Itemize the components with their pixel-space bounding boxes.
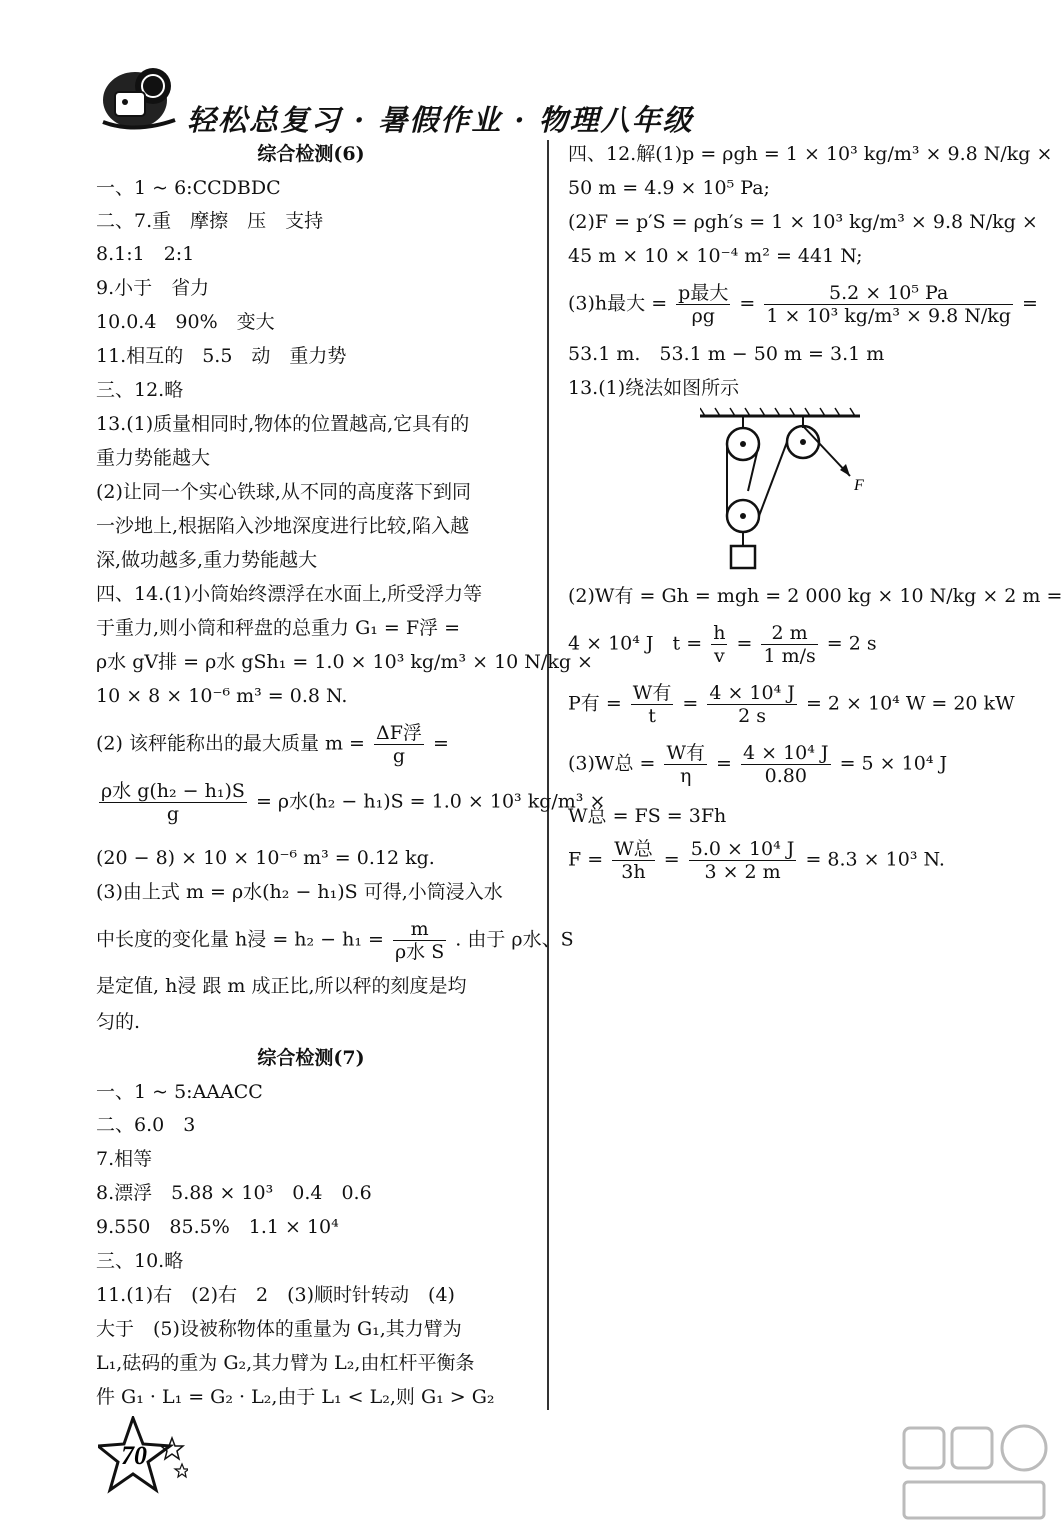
fraction — [741, 742, 831, 787]
formula-text: 中长度的变化量 h浸 = h₂ − h₁ = — [96, 928, 384, 951]
formula-text: P有 = — [568, 692, 622, 715]
formula-line: (3)h最大 = $\frac{\text{p最大}}{\rho g}$ = $\frac{\text{5.2 × 10⁵ Pa}}{\text{1 × 10³ kg/m³ × 9.8 N/kg}}$ = — [568, 282, 1038, 327]
denominator: 0.80 — [764, 765, 807, 787]
answer-line: 8.漂浮 5.88 × 10³ 0.4 0.6 — [96, 1182, 372, 1204]
section-title-6: 综合检测(6) — [257, 143, 365, 165]
star-icon — [98, 1416, 188, 1496]
numerator: ρ水 g(h₂ − h₁)S — [101, 780, 245, 802]
answer-line: (2)F = p′S = ρgh′s = 1 × 10³ kg/m³ × 9.8 N/kg × — [568, 211, 1038, 233]
answer-line: 13.(1)绕法如图所示 — [568, 377, 740, 399]
answer-line: 四、12.解(1)p = ρgh = 1 × 10³ kg/m³ × 9.8 N/kg × — [568, 143, 1053, 165]
formula-text: = ρ水(h₂ − h₁)S = 1.0 × 10³ kg/m³ × — [255, 790, 606, 813]
numerator: 4 × 10⁴ J — [709, 682, 795, 704]
formula-line: F = $\frac{\text{W总}}{3h}$ = $\frac{\text{5.0 × 10⁴ J}}{3 \times 2 m}$ = 8.3 × 10³ N. — [568, 838, 945, 883]
fraction — [374, 722, 424, 767]
pulley-diagram — [700, 406, 880, 576]
answer-line: 重力势能越大 — [96, 447, 211, 469]
watermark-logo — [902, 1418, 1052, 1528]
denominator: 1 m/s — [763, 645, 816, 667]
denominator: 2 s — [738, 705, 767, 727]
formula-line: 4 × 10⁴ J t = $\frac{h}{v}$ = $\frac{2 m}{1 m/s}$ = 2 s — [568, 622, 877, 667]
answer-line: 9.小于 省力 — [96, 277, 210, 299]
mascot-logo — [95, 62, 190, 132]
page-number: 70 — [121, 1441, 147, 1470]
formula-text: F = — [568, 848, 604, 871]
numerator: h — [713, 622, 726, 644]
answer-line: 件 G₁ · L₁ = G₂ · L₂,由于 L₁ < L₂,则 G₁ > G₂ — [96, 1386, 495, 1408]
fraction — [393, 918, 446, 963]
formula-text: = 5 × 10⁴ J — [839, 752, 948, 775]
denominator: 3h — [621, 861, 646, 883]
fraction — [612, 838, 655, 883]
page-header — [95, 62, 695, 137]
formula-text: (3)W总 = — [568, 752, 656, 775]
numerator: p最大 — [678, 282, 729, 304]
fraction — [764, 282, 1013, 327]
answer-line: 三、12.略 — [96, 379, 184, 401]
numerator: W总 — [614, 838, 653, 860]
denominator: ρg — [691, 305, 715, 327]
denominator: g — [166, 803, 180, 825]
fraction — [761, 622, 817, 667]
answer-line: 大于 (5)设被称物体的重量为 G₁,其力臂为 — [96, 1318, 462, 1340]
answer-line: 深,做功越多,重力势能越大 — [96, 549, 318, 571]
force-label: F — [854, 477, 864, 494]
answer-line: 50 m = 4.9 × 10⁵ Pa; — [568, 177, 770, 199]
numerator: W有 — [666, 742, 705, 764]
numerator: 5.0 × 10⁴ J — [690, 838, 795, 860]
answer-line: 10 × 8 × 10⁻⁶ m³ = 0.8 N. — [96, 685, 348, 707]
formula-text: (2) 该秤能称出的最大质量 m = — [96, 732, 365, 755]
numerator: ΔF浮 — [376, 722, 422, 744]
answer-line: 于重力,则小筒和秤盘的总重力 G₁ = F浮 = — [96, 617, 461, 639]
answer-line: (20 − 8) × 10 × 10⁻⁶ m³ = 0.12 kg. — [96, 847, 435, 869]
answer-line: 一、1 ~ 6:CCDBDC — [96, 177, 281, 199]
answer-line: 9.550 85.5% 1.1 × 10⁴ — [96, 1216, 339, 1238]
numerator: m — [393, 918, 446, 941]
section-title-7: 综合检测(7) — [257, 1047, 365, 1069]
formula-text: (3)h最大 = — [568, 292, 668, 315]
denominator: η — [680, 765, 692, 787]
answer-line: 四、14.(1)小筒始终漂浮在水面上,所受浮力等 — [96, 583, 483, 605]
formula-text: = 8.3 × 10³ N. — [805, 848, 945, 871]
answer-line: (2)让同一个实心铁球,从不同的高度落下到同 — [96, 481, 471, 503]
answer-line: 是定值, h浸 跟 m 成正比,所以秤的刻度是均 — [96, 975, 467, 997]
column-divider — [547, 140, 549, 1410]
formula-text: = 2 × 10⁴ W = 20 kW — [805, 692, 1015, 715]
formula-text: 4 × 10⁴ J t = — [568, 632, 703, 655]
answer-line: 匀的. — [96, 1011, 141, 1033]
fraction — [99, 780, 247, 825]
answer-line: 11.相互的 5.5 动 重力势 — [96, 345, 347, 367]
answer-line: 一、1 ~ 5:AAACC — [96, 1081, 263, 1103]
numerator: 5.2 × 10⁵ Pa — [764, 282, 1013, 305]
denominator: 3 × 2 m — [704, 861, 781, 883]
answer-line: 10.0.4 90% 变大 — [96, 311, 275, 333]
answer-line: 三、10.略 — [96, 1250, 184, 1272]
fraction — [664, 742, 707, 787]
denominator: t — [648, 705, 656, 727]
page-number-badge — [98, 1416, 188, 1496]
answer-line: 13.(1)质量相同时,物体的位置越高,它具有的 — [96, 413, 470, 435]
fraction — [631, 682, 674, 727]
answer-line: 45 m × 10 × 10⁻⁴ m² = 441 N; — [568, 245, 863, 267]
answer-line: ρ水 gV排 = ρ水 gSh₁ = 1.0 × 10³ kg/m³ × 10 N/kg × — [96, 651, 593, 673]
answer-line: 8.1:1 2:1 — [96, 243, 195, 265]
numerator: 4 × 10⁴ J — [743, 742, 829, 764]
denominator: v — [713, 645, 725, 667]
answer-line: 二、6.0 3 — [96, 1114, 196, 1136]
answer-line: 二、7.重 摩擦 压 支持 — [96, 210, 324, 232]
numerator: W有 — [632, 682, 672, 704]
fraction — [711, 622, 727, 667]
formula-text: = — [432, 732, 449, 755]
answer-line: W总 = FS = 3Fh — [568, 805, 727, 827]
denominator: 1 × 10³ kg/m³ × 9.8 N/kg — [766, 305, 1011, 327]
formula-line: (3)W总 = $\frac{\text{W有}}{\eta}$ = $\frac{\text{4 × 10⁴ J}}{0.80}$ = 5 × 10⁴ J — [568, 742, 948, 787]
answer-line: (2)W有 = Gh = mgh = 2 000 kg × 10 N/kg × 2 m = — [568, 585, 1062, 607]
formula-line — [96, 722, 449, 767]
header-title: 轻松总复习 · 暑假作业 · 物理八年级 — [187, 103, 694, 137]
fraction — [689, 838, 797, 883]
formula-text: = 2 s — [826, 632, 877, 655]
formula-line — [96, 918, 574, 963]
fraction — [676, 282, 730, 327]
denominator: g — [392, 745, 406, 767]
formula-text: . 由于 ρ水、S — [455, 928, 574, 951]
answer-line: L₁,砝码的重为 G₂,其力臂为 L₂,由杠杆平衡条 — [96, 1352, 475, 1374]
formula-line: P有 = $\frac{\text{W有}}{t}$ = $\frac{\text{4 × 10⁴ J}}{2 s}$ = 2 × 10⁴ W = 20 kW — [568, 682, 1015, 727]
formula-line — [96, 780, 605, 825]
numerator: 2 m — [761, 622, 817, 645]
answer-line: 一沙地上,根据陷入沙地深度进行比较,陷入越 — [96, 515, 470, 537]
answer-line: (3)由上式 m = ρ水(h₂ − h₁)S 可得,小筒浸入水 — [96, 881, 503, 903]
answer-line: 11.(1)右 (2)右 2 (3)顺时针转动 (4) — [96, 1284, 455, 1306]
answer-line: 53.1 m. 53.1 m − 50 m = 3.1 m — [568, 343, 885, 365]
fraction — [707, 682, 797, 727]
denominator: ρ水 S — [395, 941, 445, 963]
answer-line: 7.相等 — [96, 1148, 153, 1170]
